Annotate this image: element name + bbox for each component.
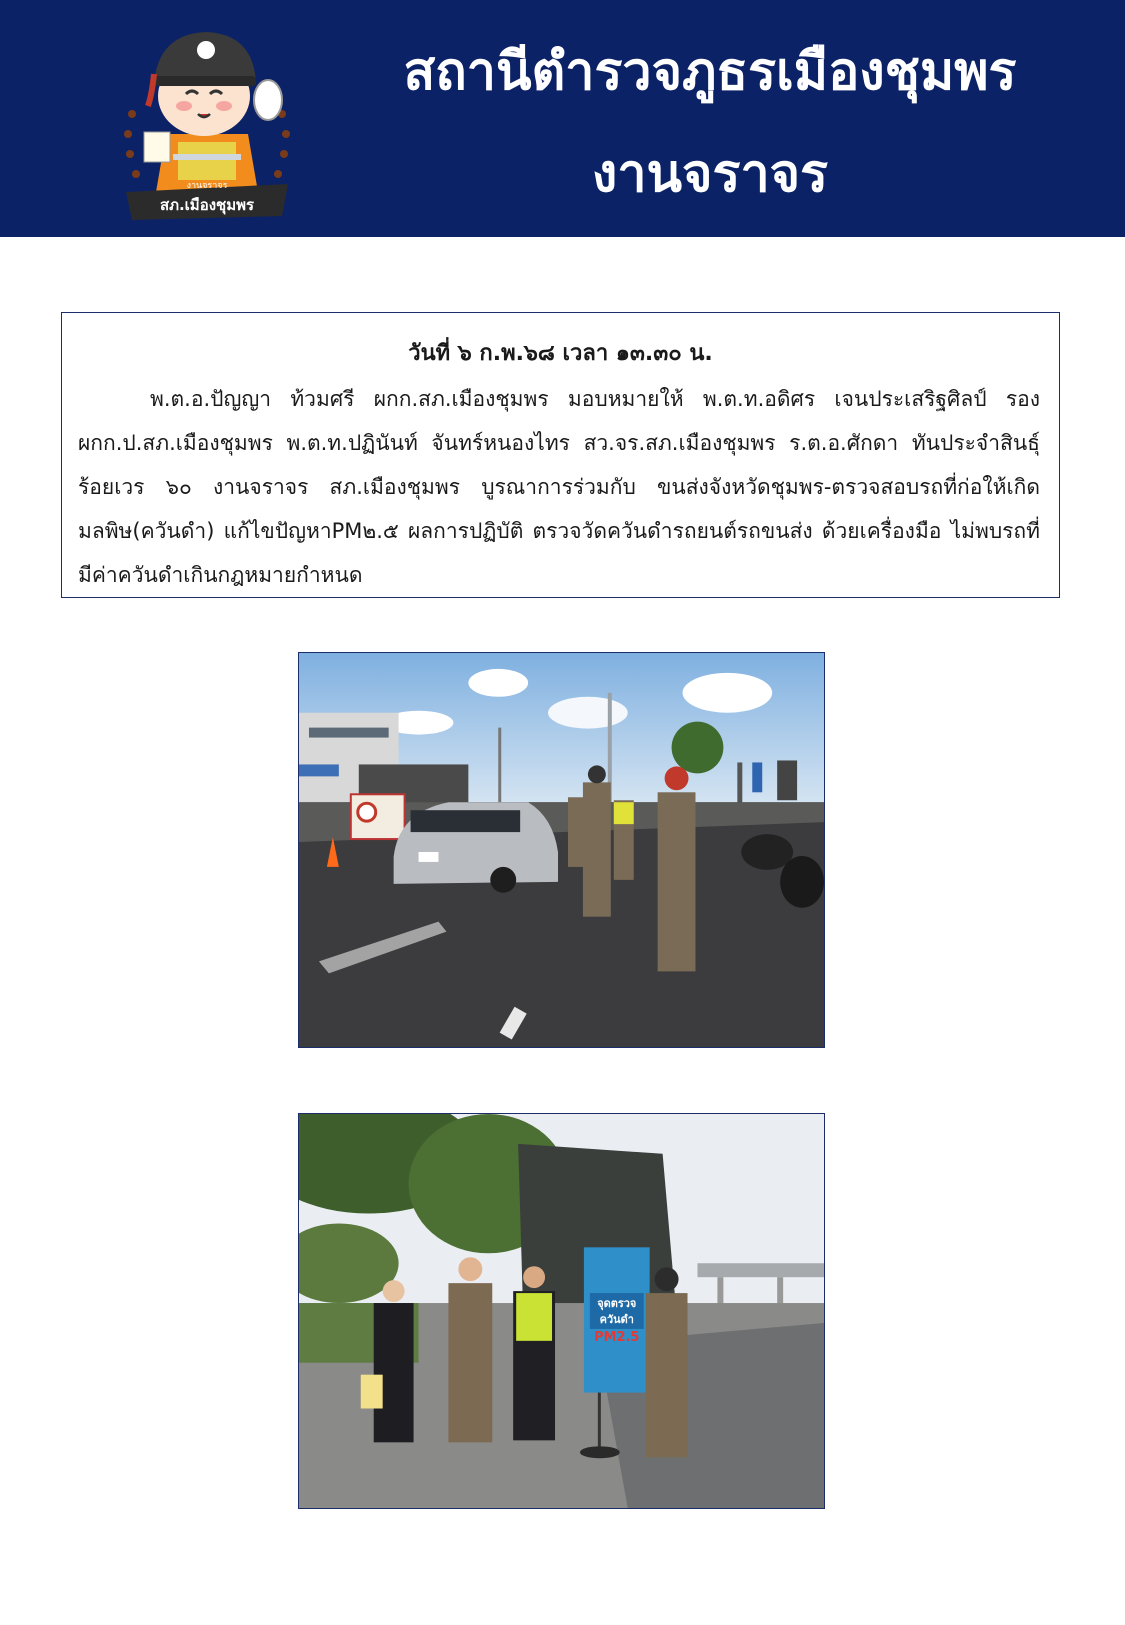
- svg-text:งานจราจร: งานจราจร: [186, 181, 228, 191]
- traffic-police-mascot-logo: [118, 14, 296, 224]
- page-header: [0, 0, 1125, 237]
- sign-line3: PM2.5: [594, 1329, 640, 1345]
- sign-line2: ควันดำ: [599, 1312, 634, 1326]
- svg-text:สภ.เมืองชุมพร: สภ.เมืองชุมพร: [159, 196, 255, 214]
- report-box: [61, 312, 1060, 598]
- report-body: พ.ต.อ.ปัญญา ท้วมศรี ผกก.สภ.เมืองชุมพร มอบหมายให้ พ.ต.ท.อดิศร เจนประเสริฐศิลป์ รอง ผกก.ป.สภ.เมืองชุมพร พ.ต.ท.ปฏินันท์ จันทร์หนองไทร สว.จร.สภ.เมืองชุมพร ร.ต.อ.ศักดา ทันประจำสินธุ์ ร้อยเวร ๖๐ งานจราจร สภ.เมืองชุมพร บูรณาการร่วมกับ ขนส่งจังหวัดชุมพร-ตรวจสอบรถที่ก่อให้เกิดมลพิษ(ควันดำ) แก้ไขปัญหาPM๒.๕ ผลการปฏิบัติ ตรวจวัดควันดำรถยนต์รถขนส่ง ด้วยเครื่องมือ ไม่พบรถที่มีค่าควันดำเกินกฎหมายกำหนด: [78, 387, 1040, 587]
- team-photo: [298, 1113, 825, 1509]
- checkpoint-photo: [298, 652, 825, 1048]
- department-title: งานจราจร: [591, 144, 829, 204]
- station-title: สถานีตำรวจภูธรเมืองชุมพร: [403, 42, 1017, 102]
- sign-line1: จุดตรวจ: [597, 1297, 637, 1311]
- report-date-time: วันที่ ๖ ก.พ.๖๘ เวลา ๑๓.๓๐ น.: [408, 341, 713, 366]
